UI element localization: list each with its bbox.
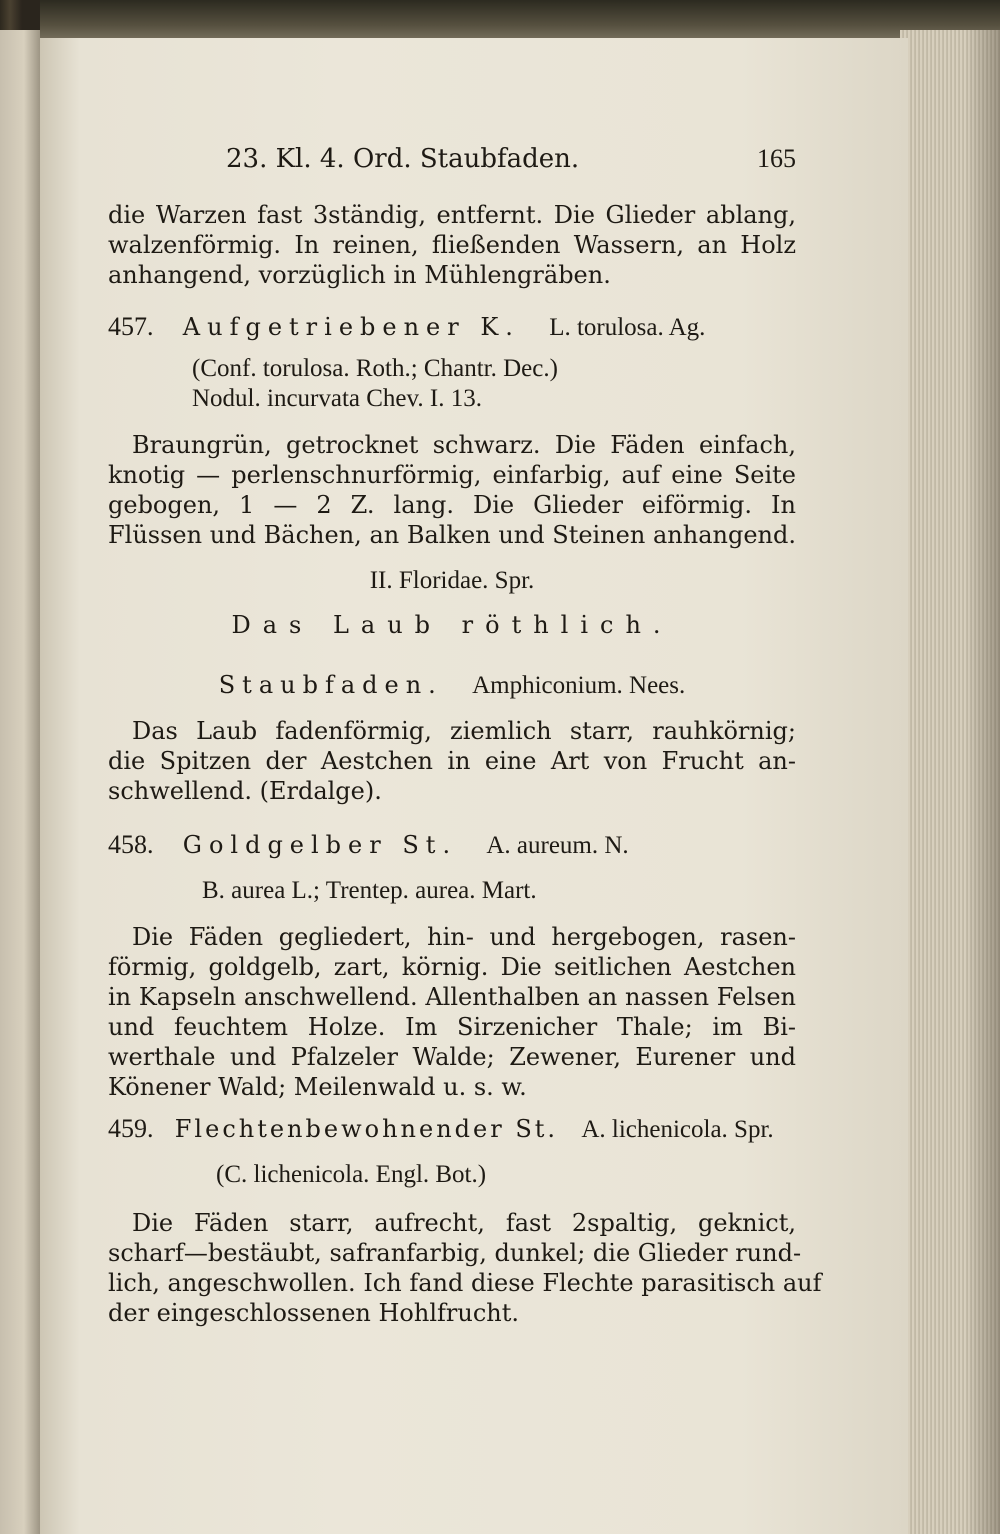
genus-heading xyxy=(108,670,796,701)
synonym-line: (C. lichenicola. Engl. Bot.) xyxy=(216,1161,487,1188)
genus-german-name: Staubfaden. xyxy=(218,671,443,699)
text-line: walzenförmig. In reinen, fließenden Wassern, an Holz xyxy=(108,231,796,259)
entry-german-name: Flechtenbewohnender St. xyxy=(174,1115,559,1143)
text-line: werthale und Pfalzeler Walde; Zewener, Eurener und xyxy=(108,1043,796,1071)
page-stack-shadow xyxy=(965,30,1000,1534)
section-subtitle: Das Laub röthlich. xyxy=(231,611,673,639)
text-line: gebogen, 1 — 2 Z. lang. Die Glieder eiförmig. In xyxy=(108,491,796,519)
text-line: in Kapseln anschwellend. Allenthalben an nassen Felsen xyxy=(108,983,796,1011)
entry-heading-458 xyxy=(108,830,796,861)
synonym-line: Nodul. incurvata Chev. I. 13. xyxy=(192,385,482,412)
text-line: Flüssen und Bächen, an Balken und Steinen anhangend. xyxy=(108,521,796,549)
running-header xyxy=(226,144,796,174)
text-line: die Spitzen der Aestchen in eine Art von Frucht an- xyxy=(108,747,796,775)
synonym-line: (Conf. torulosa. Roth.; Chantr. Dec.) xyxy=(192,355,558,382)
text-line: lich, angeschwollen. Ich fand diese Flechte parasitisch auf xyxy=(108,1269,822,1297)
entry-number: 458. xyxy=(108,830,154,859)
text-line: Das Laub fadenförmig, ziemlich starr, rauhkörnig; xyxy=(132,717,796,745)
text-line: schwellend. (Erdalge). xyxy=(108,777,382,805)
text-line: förmig, goldgelb, zart, körnig. Die seitlichen Aestchen xyxy=(108,953,796,981)
left-page-edge xyxy=(0,30,40,1534)
entry-latin-name: A. lichenicola. Spr. xyxy=(581,1116,774,1143)
text-line: Könener Wald; Meilenwald u. s. w. xyxy=(108,1073,527,1101)
text-line: anhangend, vorzüglich in Mühlengräben. xyxy=(108,261,611,289)
text-line: und feuchtem Holze. Im Sirzenicher Thale; im Bi- xyxy=(108,1013,796,1041)
text-line: Die Fäden starr, aufrecht, fast 2spaltig, geknict, xyxy=(132,1209,796,1237)
entry-number: 457. xyxy=(108,312,154,341)
text-line: scharf—bestäubt, safranfarbig, dunkel; die Glieder rund- xyxy=(108,1239,802,1267)
entry-heading-459 xyxy=(108,1114,796,1145)
right-page xyxy=(40,38,908,1534)
entry-latin-name: A. aureum. N. xyxy=(486,832,629,859)
page-number: 165 xyxy=(757,144,796,173)
synonym-line: B. aurea L.; Trentep. aurea. Mart. xyxy=(202,877,537,904)
book-top-edge xyxy=(40,0,1000,42)
entry-number: 459. xyxy=(108,1114,154,1143)
entry-latin-name: L. torulosa. Ag. xyxy=(549,314,706,341)
text-line: Braungrün, getrocknet schwarz. Die Fäden einfach, xyxy=(132,431,796,459)
text-line: die Warzen fast 3ständig, entfernt. Die Glieder ablang, xyxy=(108,201,796,229)
entry-heading-457 xyxy=(108,312,796,343)
entry-german-name: Goldgelber St. xyxy=(182,831,458,859)
order-heading: II. Floridae. Spr. xyxy=(369,567,535,594)
entry-german-name: Aufgetriebener K. xyxy=(182,313,520,341)
running-title: 23. Kl. 4. Ord. Staubfaden. xyxy=(226,144,580,174)
genus-latin-name: Amphiconium. Nees. xyxy=(472,672,686,699)
text-line: der eingeschlossenen Hohlfrucht. xyxy=(108,1299,519,1327)
text-line: Die Fäden gegliedert, hin- und hergebogen, rasen- xyxy=(132,923,796,951)
text-line: knotig — perlenschnurförmig, einfarbig, auf eine Seite xyxy=(108,461,796,489)
